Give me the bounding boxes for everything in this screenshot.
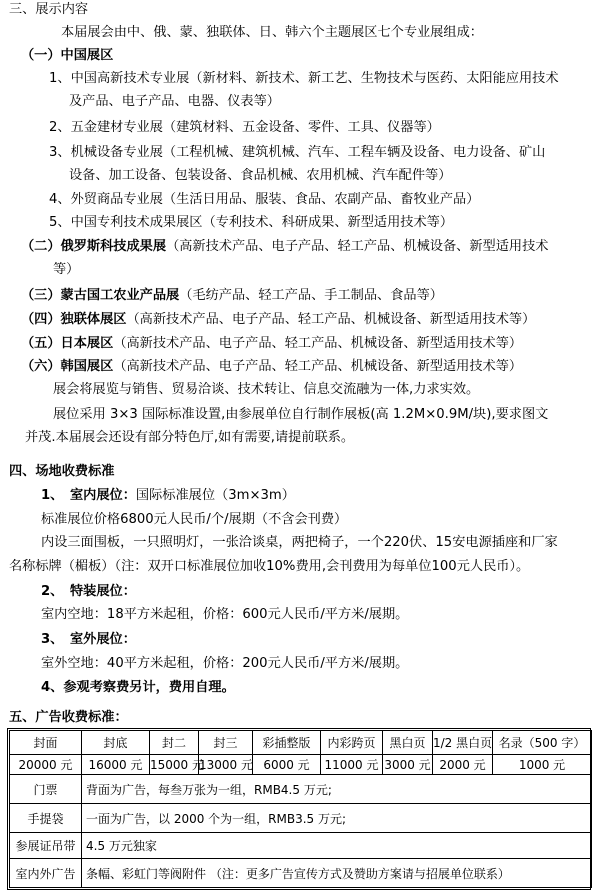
japan-zone bbox=[21, 334, 522, 354]
visit-fee-note: 4、参观考察费另计，费用自理。 bbox=[41, 680, 235, 695]
ad-col-inside-front: 封二 bbox=[150, 731, 199, 755]
mongolia-zone-title: （三）蒙古国工农业产品展 bbox=[21, 288, 180, 303]
booth-spec-paragraph: 展位采用 3×3 国际标准设置,由参展单位自行制作展板(高 1.2M×0.9M/块),要求图文 bbox=[53, 407, 549, 422]
section5-heading: 五、广告收费标准： bbox=[9, 710, 128, 725]
ad-row-value: 4.5 万元独家 bbox=[82, 833, 592, 859]
ad-row-value: 背面为广告，每叁万张为一组，RMB4.5 万元; bbox=[82, 775, 592, 804]
japan-zone-desc: （高新技术产品、电子产品、轻工产品、机械设备、新型适用技术等） bbox=[113, 336, 523, 351]
ad-col-half-bw-page: 1/2 黑白页 bbox=[433, 731, 493, 755]
ad-price-cell: 6000 元 bbox=[253, 755, 321, 775]
ad-col-bw-page: 黑白页 bbox=[383, 731, 433, 755]
china-item-5: 5、中国专利技术成果展区（专利技术、科研成果、新型适用技术等） bbox=[49, 215, 454, 230]
special-booth-desc: 室内空地：18平方米起租，价格：600元人民币/平方米/展期。 bbox=[41, 607, 409, 622]
indoor-booth-price: 标准展位价格6800元人民币/个/展期（不含会刊费） bbox=[41, 512, 348, 527]
ad-header-row bbox=[10, 731, 592, 755]
indoor-booth-subtitle: 国际标准展位（3m×3m） bbox=[135, 488, 295, 503]
ad-row-value: 条幅、彩虹门等阀附件 （注：更多广告宣传方式及赞助方案请与招展单位联系） bbox=[82, 859, 592, 888]
ad-price-cell: 11000 元 bbox=[321, 755, 383, 775]
ad-price-row bbox=[10, 755, 592, 775]
china-zone-title: （一）中国展区 bbox=[21, 48, 114, 63]
ad-col-cover: 封面 bbox=[10, 731, 82, 755]
ad-row-label: 手提袋 bbox=[10, 804, 82, 833]
russia-zone bbox=[21, 237, 549, 257]
china-item-1-cont: 及产品、电子产品、电器、仪表等） bbox=[69, 94, 280, 109]
indoor-booth-title: 1、 室内展位： bbox=[41, 488, 136, 503]
russia-zone-title: （二）俄罗斯科技成果展 bbox=[21, 239, 167, 254]
ad-col-directory: 名录（500 字） bbox=[493, 731, 592, 755]
china-item-3-cont: 设备、加工设备、包装设备、食品机械、农用机械、汽车配件等） bbox=[69, 168, 452, 183]
section3-intro: 本届展会由中、俄、蒙、独联体、日、韩六个主题展区七个专业展组成： bbox=[61, 25, 483, 40]
ad-row-label: 门票 bbox=[10, 775, 82, 804]
exhibition-integration-paragraph: 展会将展览与销售、贸易洽谈、技术转让、信息交流融为一体,力求实效。 bbox=[53, 382, 480, 397]
ad-row-handbag bbox=[10, 804, 592, 833]
ad-row-label: 室内外广告 bbox=[10, 859, 82, 888]
russia-zone-desc: （高新技术产品、电子产品、轻工产品、机械设备、新型适用技术 bbox=[166, 239, 549, 254]
china-item-1: 1、中国高新技术专业展（新材料、新技术、新工艺、生物技术与医药、太阳能应用技术 bbox=[49, 71, 559, 86]
korea-zone-title: （六）韩国展区 bbox=[21, 359, 114, 374]
ad-row-outdoor bbox=[10, 859, 592, 888]
ad-row-value: 一面为广告，以 2000 个为一组，RMB3.5 万元; bbox=[82, 804, 592, 833]
ad-col-color-full-page: 彩插整版 bbox=[253, 731, 321, 755]
section3-heading: 三、展示内容 bbox=[9, 2, 89, 17]
china-item-3: 3、机械设备专业展（工程机械、建筑机械、汽车、工程车辆及设备、电力设备、矿山 bbox=[49, 145, 546, 160]
ad-col-inside-back: 封三 bbox=[199, 731, 253, 755]
indoor-booth-desc: 内设三面围板，一只照明灯，一张洽谈桌，两把椅子，一个220伏、15安电源插座和厂家 bbox=[41, 535, 558, 550]
ad-price-cell: 3000 元 bbox=[383, 755, 433, 775]
japan-zone-title: （五）日本展区 bbox=[21, 336, 114, 351]
cis-zone bbox=[21, 310, 535, 330]
ad-row-lanyard bbox=[10, 833, 592, 859]
ad-row-label: 参展证吊带 bbox=[10, 833, 82, 859]
korea-zone-desc: （高新技术产品、电子产品、轻工产品、机械设备、新型适用技术等） bbox=[113, 359, 523, 374]
indoor-booth-desc-cont: 名称标牌（楣板）（注：双开口标准展位加收10%费用,会刊费用为每单位100元人民币）。 bbox=[9, 559, 530, 574]
cis-zone-desc: （高新技术产品、电子产品、轻工产品、机械设备、新型适用技术等） bbox=[126, 312, 536, 327]
ad-price-cell: 1000 元 bbox=[493, 755, 592, 775]
ad-price-cell: 2000 元 bbox=[433, 755, 493, 775]
outdoor-booth-desc: 室外空地：40平方米起租，价格：200元人民币/平方米/展期。 bbox=[41, 656, 409, 671]
ad-price-table bbox=[9, 730, 592, 888]
china-item-2: 2、五金建材专业展（建筑材料、五金设备、零件、工具、仪器等） bbox=[49, 120, 440, 135]
section4-heading: 四、场地收费标准 bbox=[9, 464, 115, 479]
ad-row-ticket bbox=[10, 775, 592, 804]
korea-zone bbox=[21, 357, 522, 377]
cis-zone-title: （四）独联体展区 bbox=[21, 312, 127, 327]
mongolia-zone-desc: （毛纺产品、轻工产品、手工制品、食品等） bbox=[179, 288, 443, 303]
indoor-booth-line bbox=[41, 486, 295, 506]
russia-zone-desc-cont: 等） bbox=[53, 262, 80, 277]
special-booth-title: 2、 特装展位： bbox=[41, 584, 136, 599]
outdoor-booth-title: 3、 室外展位： bbox=[41, 632, 136, 647]
mongolia-zone bbox=[21, 286, 443, 306]
ad-price-cell: 16000 元 bbox=[82, 755, 150, 775]
ad-price-cell: 20000 元 bbox=[10, 755, 82, 775]
china-item-4: 4、外贸商品专业展（生活日用品、服装、食品、农副产品、畜牧业产品） bbox=[49, 192, 480, 207]
ad-col-color-spread: 内彩跨页 bbox=[321, 731, 383, 755]
ad-price-cell: 13000 元 bbox=[199, 755, 253, 775]
ad-price-cell: 15000 元 bbox=[150, 755, 199, 775]
ad-col-back-cover: 封底 bbox=[82, 731, 150, 755]
booth-spec-paragraph-cont: 并茂.本届展会还设有部分特色厅,如有需要,请提前联系。 bbox=[25, 430, 355, 445]
